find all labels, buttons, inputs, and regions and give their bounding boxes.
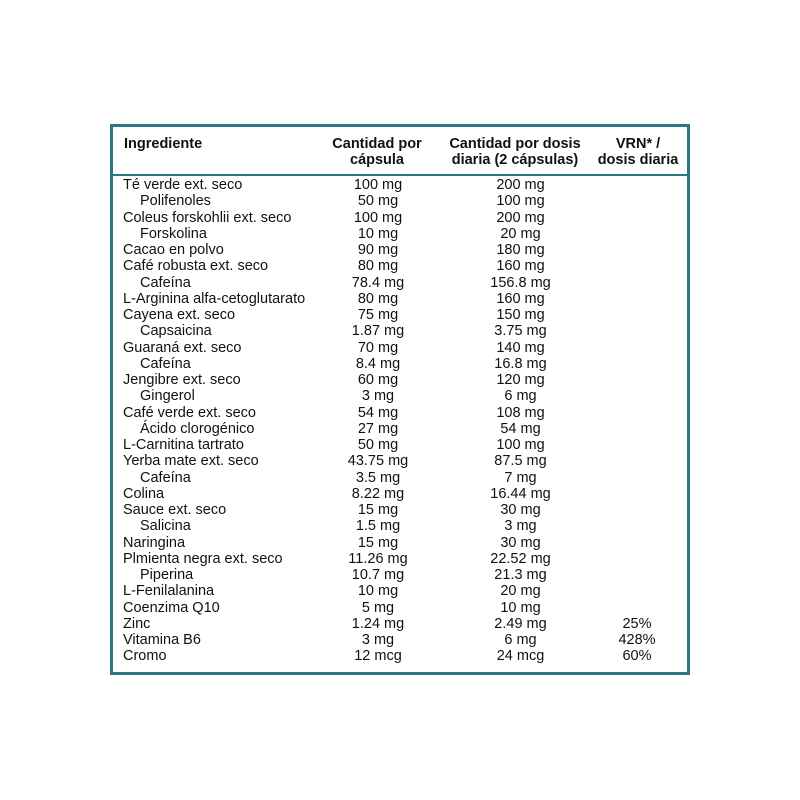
table-row [113, 242, 687, 258]
daily-dose-cell: 30 mg [500, 534, 541, 551]
daily-dose-cell: 54 mg [500, 420, 541, 437]
table-row [113, 405, 687, 421]
daily-dose-cell: 3 mg [504, 518, 537, 535]
ingredient-cell: Sauce ext. seco [123, 502, 227, 518]
per-capsule-cell: 90 mg [357, 242, 399, 258]
table-header [113, 127, 687, 174]
header-daily-dose-line1: Cantidad por dosis [449, 136, 581, 152]
ingredient-cell: Cayena ext. seco [123, 307, 236, 323]
per-capsule-cell: 3.5 mg [355, 469, 401, 486]
daily-dose-cell: 20 mg [500, 583, 541, 600]
per-capsule-cell: 15 mg [357, 502, 399, 518]
per-capsule-cell: 50 mg [357, 437, 399, 453]
per-capsule-cell: 80 mg [357, 290, 399, 307]
daily-dose-cell: 140 mg [496, 339, 545, 356]
daily-dose-cell: 100 mg [496, 437, 545, 453]
header-ingredient: Ingrediente [124, 136, 203, 152]
per-capsule-cell: 43.75 mg [347, 453, 409, 470]
daily-dose-cell: 6 mg [504, 388, 537, 405]
daily-dose-cell: 150 mg [496, 307, 545, 323]
ingredient-cell: Gingerol [140, 388, 195, 405]
ingredient-cell: Jengibre ext. seco [123, 372, 241, 388]
ingredient-cell: Salicina [140, 518, 191, 535]
per-capsule-cell: 3 mg [361, 632, 395, 648]
ingredient-cell: Piperina [140, 567, 194, 583]
daily-dose-cell: 200 mg [496, 177, 545, 193]
per-capsule-cell: 54 mg [357, 404, 399, 421]
per-capsule-cell: 5 mg [361, 599, 395, 616]
per-capsule-cell: 15 mg [357, 534, 399, 551]
ingredient-cell: Cacao en polvo [123, 242, 224, 258]
ingredient-cell: Coenzima Q10 [123, 599, 220, 616]
per-capsule-cell: 1.87 mg [351, 323, 405, 340]
header-per-capsule-line2: cápsula [350, 152, 404, 168]
table-row [113, 372, 687, 388]
daily-dose-cell: 108 mg [496, 404, 545, 421]
header-vrn-line2: dosis diaria [597, 152, 679, 168]
table-row [113, 583, 687, 599]
ingredient-cell: Café verde ext. seco [123, 404, 256, 421]
ingredient-cell: Vitamina B6 [123, 632, 201, 648]
ingredient-cell: Forskolina [140, 225, 207, 242]
vrn-cell: 60% [622, 648, 652, 665]
daily-dose-cell: 3.75 mg [494, 323, 547, 340]
per-capsule-cell: 60 mg [357, 372, 399, 388]
nutrition-table [110, 124, 690, 675]
ingredient-cell: Té verde ext. seco [123, 177, 243, 193]
ingredient-cell: L-Fenilalanina [123, 583, 215, 600]
table-row [113, 340, 687, 356]
daily-dose-cell: 160 mg [496, 258, 545, 275]
header-per-capsule-line1: Cantidad por [332, 136, 422, 152]
daily-dose-cell: 7 mg [504, 469, 537, 486]
per-capsule-cell: 12 mcg [354, 648, 402, 665]
table-row [113, 421, 687, 437]
per-capsule-cell: 70 mg [357, 339, 399, 356]
ingredient-cell: L-Carnitina tartrato [123, 437, 244, 453]
per-capsule-cell: 1.5 mg [355, 518, 401, 535]
daily-dose-cell: 160 mg [496, 290, 545, 307]
ingredient-cell: Cafeína [140, 274, 191, 291]
ingredient-cell: Colina [123, 485, 165, 502]
table-row [113, 193, 687, 209]
header-vrn [591, 136, 685, 168]
table-row [113, 551, 687, 567]
daily-dose-cell: 180 mg [496, 242, 545, 258]
table-row [113, 258, 687, 274]
ingredient-cell: Zinc [123, 615, 151, 632]
daily-dose-cell: 6 mg [504, 632, 537, 648]
ingredient-cell: Plmienta negra ext. seco [123, 550, 283, 567]
table-row [113, 616, 687, 632]
ingredient-cell: Café robusta ext. seco [123, 258, 269, 275]
ingredient-cell: Naringina [123, 534, 186, 551]
daily-dose-cell: 22.52 mg [490, 550, 551, 567]
table-row [113, 437, 687, 453]
ingredient-cell: Cafeína [140, 355, 191, 372]
ingredient-cell: Guaraná ext. seco [123, 339, 242, 356]
table-body [113, 177, 687, 665]
per-capsule-cell: 80 mg [357, 258, 399, 275]
per-capsule-cell: 8.22 mg [351, 485, 405, 502]
per-capsule-cell: 10.7 mg [351, 567, 405, 583]
per-capsule-cell: 10 mg [357, 225, 399, 242]
per-capsule-cell: 3 mg [361, 388, 395, 405]
per-capsule-cell: 78.4 mg [351, 274, 405, 291]
table-row [113, 307, 687, 323]
table-row [113, 210, 687, 226]
table-row [113, 323, 687, 339]
ingredient-cell: Cromo [123, 648, 167, 665]
daily-dose-cell: 16.8 mg [494, 355, 547, 372]
table-row [113, 567, 687, 583]
header-divider [113, 174, 687, 176]
daily-dose-cell: 24 mcg [496, 648, 545, 665]
ingredient-cell: Cafeína [140, 469, 191, 486]
per-capsule-cell: 1.24 mg [351, 615, 405, 632]
daily-dose-cell: 30 mg [500, 502, 541, 518]
daily-dose-cell: 21.3 mg [494, 567, 547, 583]
table-row [113, 453, 687, 469]
header-vrn-line1: VRN* / [615, 136, 661, 152]
ingredient-cell: Capsaicina [140, 323, 212, 340]
vrn-cell: 25% [622, 615, 652, 632]
per-capsule-cell: 11.26 mg [348, 550, 408, 567]
ingredient-cell: Ácido clorogénico [140, 420, 255, 437]
table-row [113, 275, 687, 291]
table-row [113, 600, 687, 616]
header-daily-dose-line2: diaria (2 cápsulas) [451, 152, 579, 168]
table-row [113, 177, 687, 193]
daily-dose-cell: 120 mg [496, 372, 545, 388]
daily-dose-cell: 10 mg [500, 599, 541, 616]
daily-dose-cell: 156.8 mg [490, 274, 551, 291]
per-capsule-cell: 100 mg [353, 209, 403, 226]
per-capsule-cell: 8.4 mg [355, 355, 401, 372]
ingredient-cell: Coleus forskohlii ext. seco [123, 209, 292, 226]
vrn-cell: 428% [618, 632, 656, 648]
header-per-capsule [318, 136, 436, 168]
per-capsule-cell: 75 mg [357, 307, 399, 323]
daily-dose-cell: 200 mg [496, 209, 545, 226]
daily-dose-cell: 20 mg [500, 225, 541, 242]
table-row [113, 518, 687, 534]
table-row [113, 648, 687, 664]
table-row [113, 502, 687, 518]
per-capsule-cell: 100 mg [353, 177, 403, 193]
table-row [113, 632, 687, 648]
ingredient-cell: Yerba mate ext. seco [123, 453, 259, 470]
header-daily-dose [435, 136, 595, 168]
ingredient-cell: Polifenoles [140, 193, 211, 210]
daily-dose-cell: 2.49 mg [494, 615, 547, 632]
per-capsule-cell: 27 mg [357, 420, 399, 437]
table-row [113, 291, 687, 307]
daily-dose-cell: 100 mg [496, 193, 545, 210]
table-row [113, 356, 687, 372]
daily-dose-cell: 87.5 mg [494, 453, 547, 470]
daily-dose-cell: 16.44 mg [490, 485, 551, 502]
table-row [113, 226, 687, 242]
table-row [113, 535, 687, 551]
table-row [113, 388, 687, 404]
table-row [113, 470, 687, 486]
ingredient-cell: L-Arginina alfa-cetoglutarato [123, 290, 306, 307]
table-row [113, 486, 687, 502]
per-capsule-cell: 10 mg [357, 583, 399, 600]
per-capsule-cell: 50 mg [357, 193, 399, 210]
